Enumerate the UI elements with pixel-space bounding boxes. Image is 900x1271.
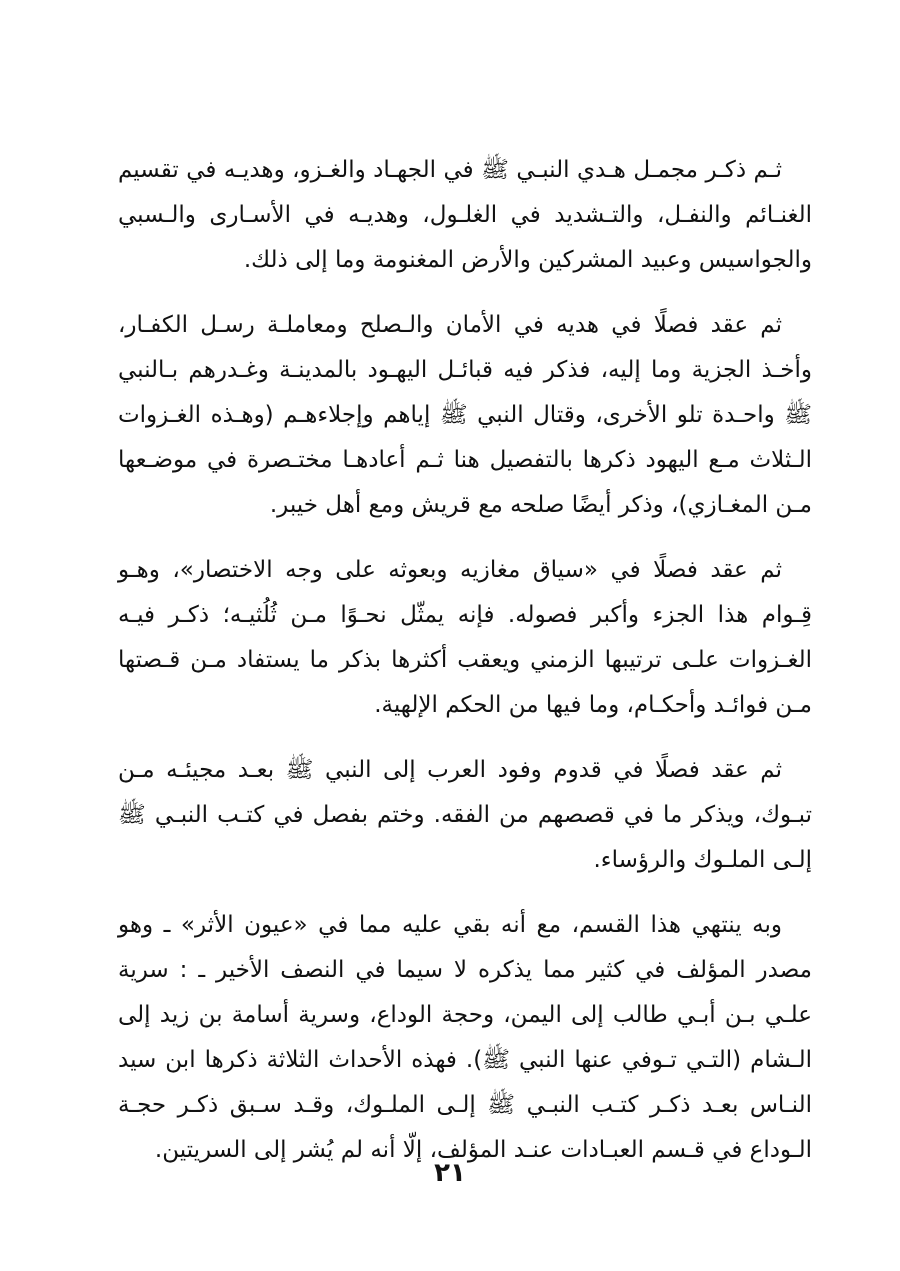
paragraph-2: ثم عقد فصلًا في هديه في الأمان والـصلح ومعاملـة رسـل الكفـار، وأخـذ الجزية وما إليه، فذكر فيه قبائـل اليهـود بالمدينـة وغـدرهم بـالنبي ﷺ واحـدة تلو الأخرى، وقتال النبي ﷺ إياهم وإجلاءهـم (وهـذه الغـزوات الـثلاث مـع اليهود ذكرها بالتفصيل هنا ثـم أعادهـا مختـصرة في موضـعها مـن المغـازي)، وذكر أيضًا صلحه مع قريش ومع أهل خيبر.: [118, 312, 812, 518]
paragraph-3: ثم عقد فصلًا في «سياق مغازيه وبعوثه على وجه الاختصار»، وهـو قِـوام هذا الجزء وأكبر فصوله. فإنه يمثّل نحـوًا مـن ثُلُثيـه؛ ذكـر فيـه الغـزوات علـى ترتيبها الزمني ويعقب أكثرها بذكر ما يستفاد مـن قـصتها مـن فوائـد وأحكـام، وما فيها من الحكم الإلهية.: [118, 557, 812, 718]
paragraph-1: ثـم ذكـر مجمـل هـدي النبـي ﷺ في الجهـاد والغـزو، وهديـه في تقسيم الغنـائم والنفـل، والتـشديد في الغلـول، وهديـه في الأسـارى والـسبي والجواسيس وعبيد المشركين والأرض المغنومة وما إلى ذلك.: [118, 157, 812, 273]
paragraph-5: وبه ينتهي هذا القسم، مع أنه بقي عليه مما في «عيون الأثر» ـ وهو مصدر المؤلف في كثير مما يذكره لا سيما في النصف الأخير ـ : سرية علـي بـن أبـي طالب إلى اليمن، وحجة الوداع، وسرية أسامة بن زيد إلى الـشام (التـي تـوفي عنها النبي ﷺ). فهذه الأحداث الثلاثة ذكرها ابن سيد النـاس بعـد ذكـر كتـب النبـي ﷺ إلـى الملـوك، وقـد سـبق ذكـر حجـة الـوداع في قـسم العبـادات عنـد المؤلف، إلّا أنه لم يُشر إلى السريتين.: [118, 912, 812, 1163]
page-body: [118, 148, 812, 1193]
paragraph-4: ثم عقد فصلًا في قدوم وفود العرب إلى النبي ﷺ بعـد مجيئـه مـن تبـوك، ويذكر ما في قصصهم من الفقه. وختم بفصل في كتـب النبـي ﷺ إلـى الملـوك والرؤساء.: [118, 757, 812, 873]
page-number: ٢١: [434, 1158, 466, 1188]
